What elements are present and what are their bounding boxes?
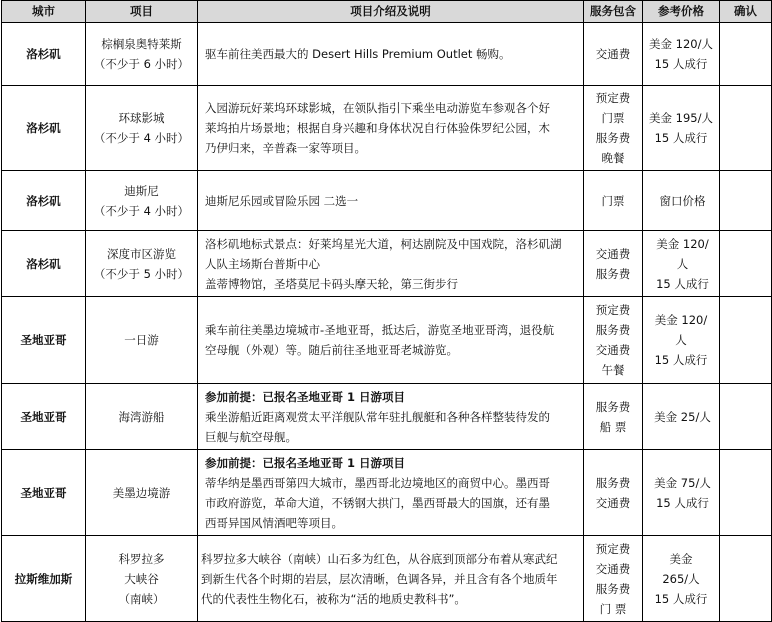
service-line: 午餐 [601, 363, 625, 377]
item-cell [86, 384, 198, 450]
header-price: 参考价格 [643, 1, 720, 23]
confirm-cell[interactable] [720, 536, 772, 622]
city-cell: 洛杉矶 [2, 23, 86, 86]
price-cell [643, 536, 720, 622]
price-cell [643, 231, 720, 297]
header-item: 项目 [86, 1, 198, 23]
table-row [2, 23, 772, 86]
desc-line: 莱坞拍片场景地；根据自身兴趣和身体状况自行体验侏罗纪公园，木 [205, 121, 550, 135]
service-line: 服务费 [595, 399, 631, 414]
desc-line: 蒂华纳是墨西哥第四大城市，墨西哥北边境地区的商贸中心。墨西哥 [205, 475, 550, 490]
price-line: 265/人 [662, 571, 700, 586]
service-line: 预定费 [595, 303, 631, 317]
service-line: 交通费 [595, 47, 631, 61]
desc-prerequisite: 参加前提：已报名圣地亚哥 1 日游项目 [205, 455, 406, 470]
desc-cell [198, 536, 584, 622]
desc-line: 乘车前往美墨边境城市-圣地亚哥，抵达后，游览圣地亚哥湾，退役航 [205, 323, 555, 337]
service-line: 服务费 [595, 581, 631, 596]
price-cell [643, 297, 720, 384]
price-line: 美金 120/人 [649, 37, 713, 51]
price-line: 15 人成行 [654, 353, 708, 367]
price-line: 窗口价格 [659, 193, 706, 208]
confirm-cell[interactable] [720, 384, 772, 450]
item-line: （不少于 5 小时） [93, 266, 190, 281]
price-line: 美金 120/ [654, 313, 708, 327]
service-line: 服务费 [595, 266, 631, 281]
item-line: 迪斯尼 [124, 183, 159, 198]
desc-line: 巨舰与航空母舰。 [205, 429, 297, 444]
service-line: 服务费 [595, 323, 631, 337]
price-line: 15 人成行 [656, 495, 709, 510]
item-line: 科罗拉多 [118, 551, 165, 566]
price-cell [643, 171, 720, 231]
desc-line: 代的代表性生物化石，被称为“活的地质史教科书”。 [201, 591, 466, 606]
header-confirm: 确认 [720, 1, 772, 23]
desc-line: 空母舰（外观）等。随后前往圣地亚哥老城游览。 [205, 343, 458, 357]
service-cell [584, 86, 643, 171]
table-row [2, 171, 772, 231]
item-line: （不少于 4 小时） [93, 131, 190, 145]
price-line: 美金 75/人 [654, 475, 711, 490]
service-cell [584, 23, 643, 86]
item-cell [86, 450, 198, 536]
item-line: 美墨边境游 [112, 485, 171, 500]
service-cell [584, 536, 643, 622]
service-cell [584, 384, 643, 450]
price-line: 15 人成行 [654, 591, 708, 606]
desc-prerequisite: 参加前提：已报名圣地亚哥 1 日游项目 [205, 389, 406, 404]
service-line: 晚餐 [601, 151, 625, 165]
confirm-cell[interactable] [720, 171, 772, 231]
confirm-cell[interactable] [720, 231, 772, 297]
item-line: 深度市区游览 [107, 246, 176, 261]
desc-line: 洛杉矶地标式景点：好莱坞星光大道，柯达剧院及中国戏院，洛杉矶湖 [205, 236, 562, 251]
desc-cell [198, 86, 584, 171]
price-line: 美金 120/ [656, 236, 709, 251]
desc-line: 盖蒂博物馆，圣塔莫尼卡码头摩天轮，第三街步行 [205, 276, 458, 291]
confirm-cell[interactable] [720, 450, 772, 536]
desc-cell [198, 384, 584, 450]
desc-cell [198, 450, 584, 536]
header-city: 城市 [2, 1, 86, 23]
header-intro: 项目介绍及说明 [198, 1, 584, 23]
table-row [2, 86, 772, 171]
service-line: 服务费 [595, 475, 631, 490]
service-line: 交通费 [595, 495, 631, 510]
header-service: 服务包含 [584, 1, 643, 23]
service-line: 服务费 [595, 131, 631, 145]
desc-line: 科罗拉多大峡谷（南峡）山石多为红色，从谷底到顶部分布着从寒武纪 [201, 551, 558, 566]
confirm-cell[interactable] [720, 86, 772, 171]
table-row [2, 231, 772, 297]
confirm-cell[interactable] [720, 297, 772, 384]
desc-line: 人队主场斯台普斯中心 [205, 256, 320, 271]
desc-line: 乘坐游船近距离观赏太平洋舰队常年驻扎舰艇和各种各样整装待发的 [205, 409, 550, 424]
city-cell: 洛杉矶 [2, 231, 86, 297]
service-line: 交通费 [595, 343, 631, 357]
item-line: （不少于 4 小时） [93, 203, 190, 218]
desc-line: 乃伊归来，辛普森一家等项目。 [205, 141, 366, 155]
price-line: 人 [675, 333, 687, 347]
service-line: 门票 [601, 111, 625, 125]
desc-line: 驱车前往美西最大的 Desert Hills Premium Outlet 畅购。 [205, 47, 511, 61]
header-row [2, 1, 772, 23]
price-line: 15 人成行 [654, 131, 708, 145]
city-cell: 洛杉矶 [2, 171, 86, 231]
city-cell: 圣地亚哥 [2, 384, 86, 450]
price-line: 15 人成行 [654, 57, 708, 71]
desc-cell [198, 231, 584, 297]
item-line: 海湾游船 [118, 409, 165, 424]
item-cell [86, 231, 198, 297]
desc-line: 迪斯尼乐园或冒险乐园 二选一 [205, 193, 359, 208]
item-cell [86, 86, 198, 171]
item-line: （南峡） [118, 591, 165, 606]
table-row [2, 297, 772, 384]
desc-cell [198, 23, 584, 86]
price-cell [643, 450, 720, 536]
price-cell [643, 86, 720, 171]
service-line: 交通费 [595, 561, 631, 576]
item-line: 一日游 [124, 333, 159, 347]
table-row [2, 536, 772, 622]
desc-line: 市政府游览，革命大道，不锈钢大拱门，墨西哥最大的国旗，还有墨 [205, 495, 550, 510]
service-line: 预定费 [595, 91, 631, 105]
excursion-table [1, 0, 772, 622]
desc-line: 西哥异国风情酒吧等项目。 [205, 515, 343, 530]
service-line: 船 票 [599, 419, 627, 434]
price-cell [643, 23, 720, 86]
desc-line: 入园游玩好莱坞环球影城，在领队指引下乘坐电动游览车参观各个好 [205, 101, 550, 115]
service-line: 门 票 [599, 601, 627, 616]
service-line: 预定费 [595, 541, 631, 556]
table-row [2, 384, 772, 450]
price-cell [643, 384, 720, 450]
city-cell: 拉斯维加斯 [2, 536, 86, 622]
city-cell: 洛杉矶 [2, 86, 86, 171]
item-cell [86, 536, 198, 622]
table-row [2, 450, 772, 536]
item-line: 环球影城 [118, 111, 165, 125]
price-line: 美金 195/人 [649, 111, 713, 125]
price-line: 15 人成行 [656, 276, 709, 291]
city-cell: 圣地亚哥 [2, 297, 86, 384]
item-cell [86, 23, 198, 86]
service-line: 门票 [601, 193, 625, 208]
confirm-cell[interactable] [720, 23, 772, 86]
item-line: 棕榈泉奥特莱斯 [101, 37, 182, 51]
price-line: 美金 25/人 [654, 409, 711, 424]
item-line: 大峡谷 [124, 571, 159, 586]
price-line: 美金 [669, 551, 693, 566]
city-cell: 圣地亚哥 [2, 450, 86, 536]
item-line: （不少于 6 小时） [93, 57, 190, 71]
desc-line: 到新生代各个时期的岩层，层次清晰，色调各异，并且含有各个地质年 [201, 571, 558, 586]
service-cell [584, 231, 643, 297]
item-cell [86, 171, 198, 231]
desc-cell [198, 297, 584, 384]
service-cell [584, 450, 643, 536]
service-line: 交通费 [595, 246, 631, 261]
service-cell [584, 297, 643, 384]
service-cell [584, 171, 643, 231]
desc-cell [198, 171, 584, 231]
item-cell [86, 297, 198, 384]
price-line: 人 [676, 256, 689, 271]
